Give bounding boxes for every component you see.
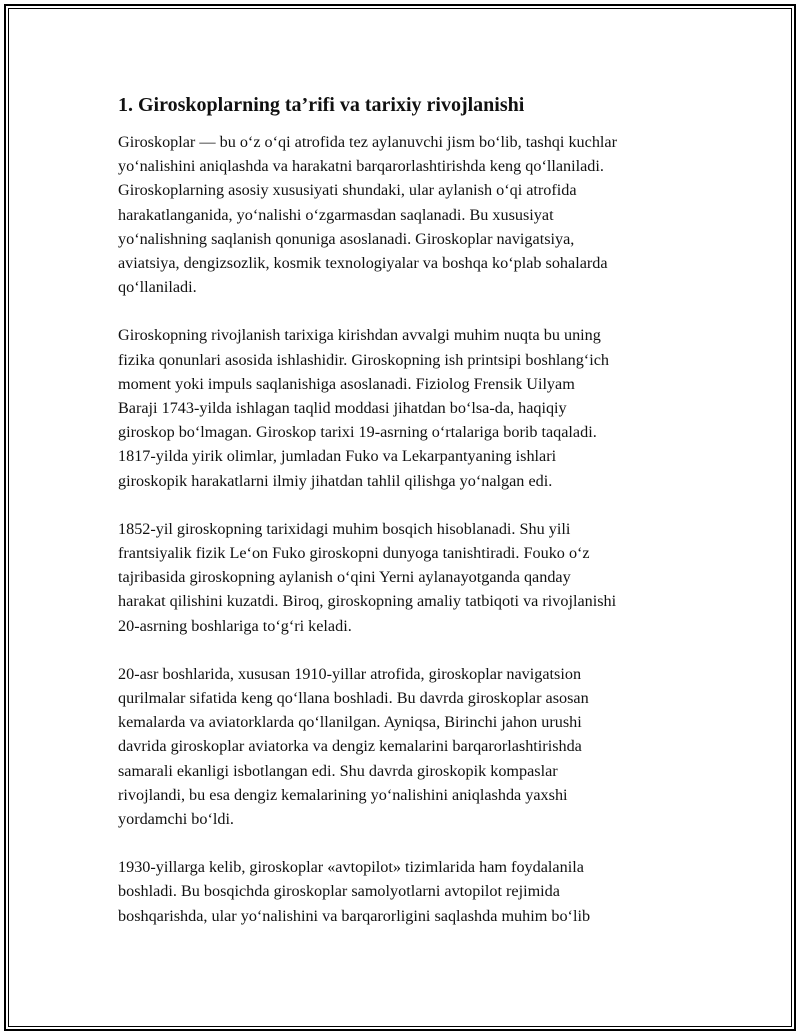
text-line: kemalarda va aviatorklarda qo‘llanilgan. Ayniqsa, Birinchi jahon urushi (118, 713, 582, 732)
paragraph-definition (118, 130, 718, 299)
text-line: qurilmalar sifatida keng qo‘llana boshladi. Bu davrda giroskoplar asosan (118, 689, 589, 708)
text-line: qo‘llaniladi. (118, 278, 197, 297)
text-line: yo‘nalishning saqlanish qonuniga asoslanadi. Giroskoplar navigatsiya, (118, 229, 575, 248)
text-line: boshladi. Bu bosqichda giroskoplar samolyotlarni avtopilot rejimida (118, 882, 560, 901)
text-line: Giroskoplar — bu o‘z o‘qi atrofida tez aylanuvchi jism bo‘lib, tashqi kuchlar (118, 133, 617, 151)
text-line: fizika qonunlari asosida ishlashidir. Giroskopning ish printsipi boshlang‘ich (118, 350, 609, 369)
text-line: moment yoki impuls saqlanishiga asoslanadi. Fiziolog Frensik Uilyam (118, 374, 575, 393)
text-line: 20-asr boshlarida, xususan 1910-yillar atrofida, giroskoplar navigatsion (118, 664, 582, 683)
text-line: harakatlanganida, yo‘nalishi o‘zgarmasdan saqlanadi. Bu xususiyat (118, 205, 554, 224)
text-line: yordamchi bo‘ldi. (118, 810, 234, 829)
text-line: Giroskopning rivojlanish tarixiga kirishdan avvalgi muhim nuqta bu uning (118, 326, 601, 345)
text-line: 1852-yil giroskopning tarixidagi muhim bosqich hisoblanadi. Shu yili (118, 519, 571, 538)
paragraph-early-history (118, 323, 718, 492)
text-line: Giroskoplarning asosiy xususiyati shundaki, ular aylanish o‘qi atrofida (118, 181, 577, 200)
text-line: giroskop bo‘lmagan. Giroskop tarixi 19-asrning o‘rtalariga borib taqaladi. (118, 423, 597, 442)
text-line: yo‘nalishini aniqlashda va harakatni barqarorlashtirishda keng qo‘llaniladi. (118, 157, 604, 176)
text-line: frantsiyalik fizik Le‘on Fuko giroskopni dunyoga tanishtiradi. Fouko o‘z (118, 544, 590, 563)
paragraph-1852 (118, 517, 718, 638)
text-line: Baraji 1743-yilda ishlagan taqlid moddasi jihatdan bo‘lsa-da, haqiqiy (118, 399, 567, 418)
text-line: 20-asrning boshlariga to‘g‘ri keladi. (118, 616, 352, 635)
section-heading: 1. Giroskoplarning ta’rifi va tarixiy rivojlanishi (118, 94, 525, 116)
text-line: boshqarishda, ular yo‘nalishini va barqarorligini saqlashda muhim bo‘lib (118, 906, 591, 925)
text-line: giroskopik harakatlarni ilmiy jihatdan tahlil qilishga yo‘nalgan edi. (118, 471, 553, 490)
text-line: 1930-yillarga kelib, giroskoplar «avtopilot» tizimlarida ham foydalanila (118, 858, 584, 877)
text-line: davrida giroskoplar aviatorka va dengiz kemalarini barqarorlashtirishda (118, 737, 582, 756)
document-body (118, 92, 718, 952)
paragraph-20th-century (118, 662, 718, 831)
text-line: rivojlandi, bu esa dengiz kemalarining yo‘nalishini aniqlashda yaxshi (118, 785, 568, 804)
text-line: tajribasida giroskopning aylanish o‘qini Yerni aylanayotganda qanday (118, 568, 571, 587)
text-line: samarali ekanligi isbotlangan edi. Shu davrda giroskopik kompaslar (118, 761, 558, 780)
text-line: harakat qilishini kuzatdi. Biroq, giroskopning amaliy tatbiqoti va rivojlanishi (118, 592, 617, 611)
text-line: aviatsiya, dengizsozlik, kosmik texnologiyalar va boshqa ko‘plab sohalarda (118, 254, 608, 273)
text-line: 1817-yilda yirik olimlar, jumladan Fuko va Lekarpantyaning ishlari (118, 447, 557, 466)
paragraph-1930s (118, 855, 718, 928)
